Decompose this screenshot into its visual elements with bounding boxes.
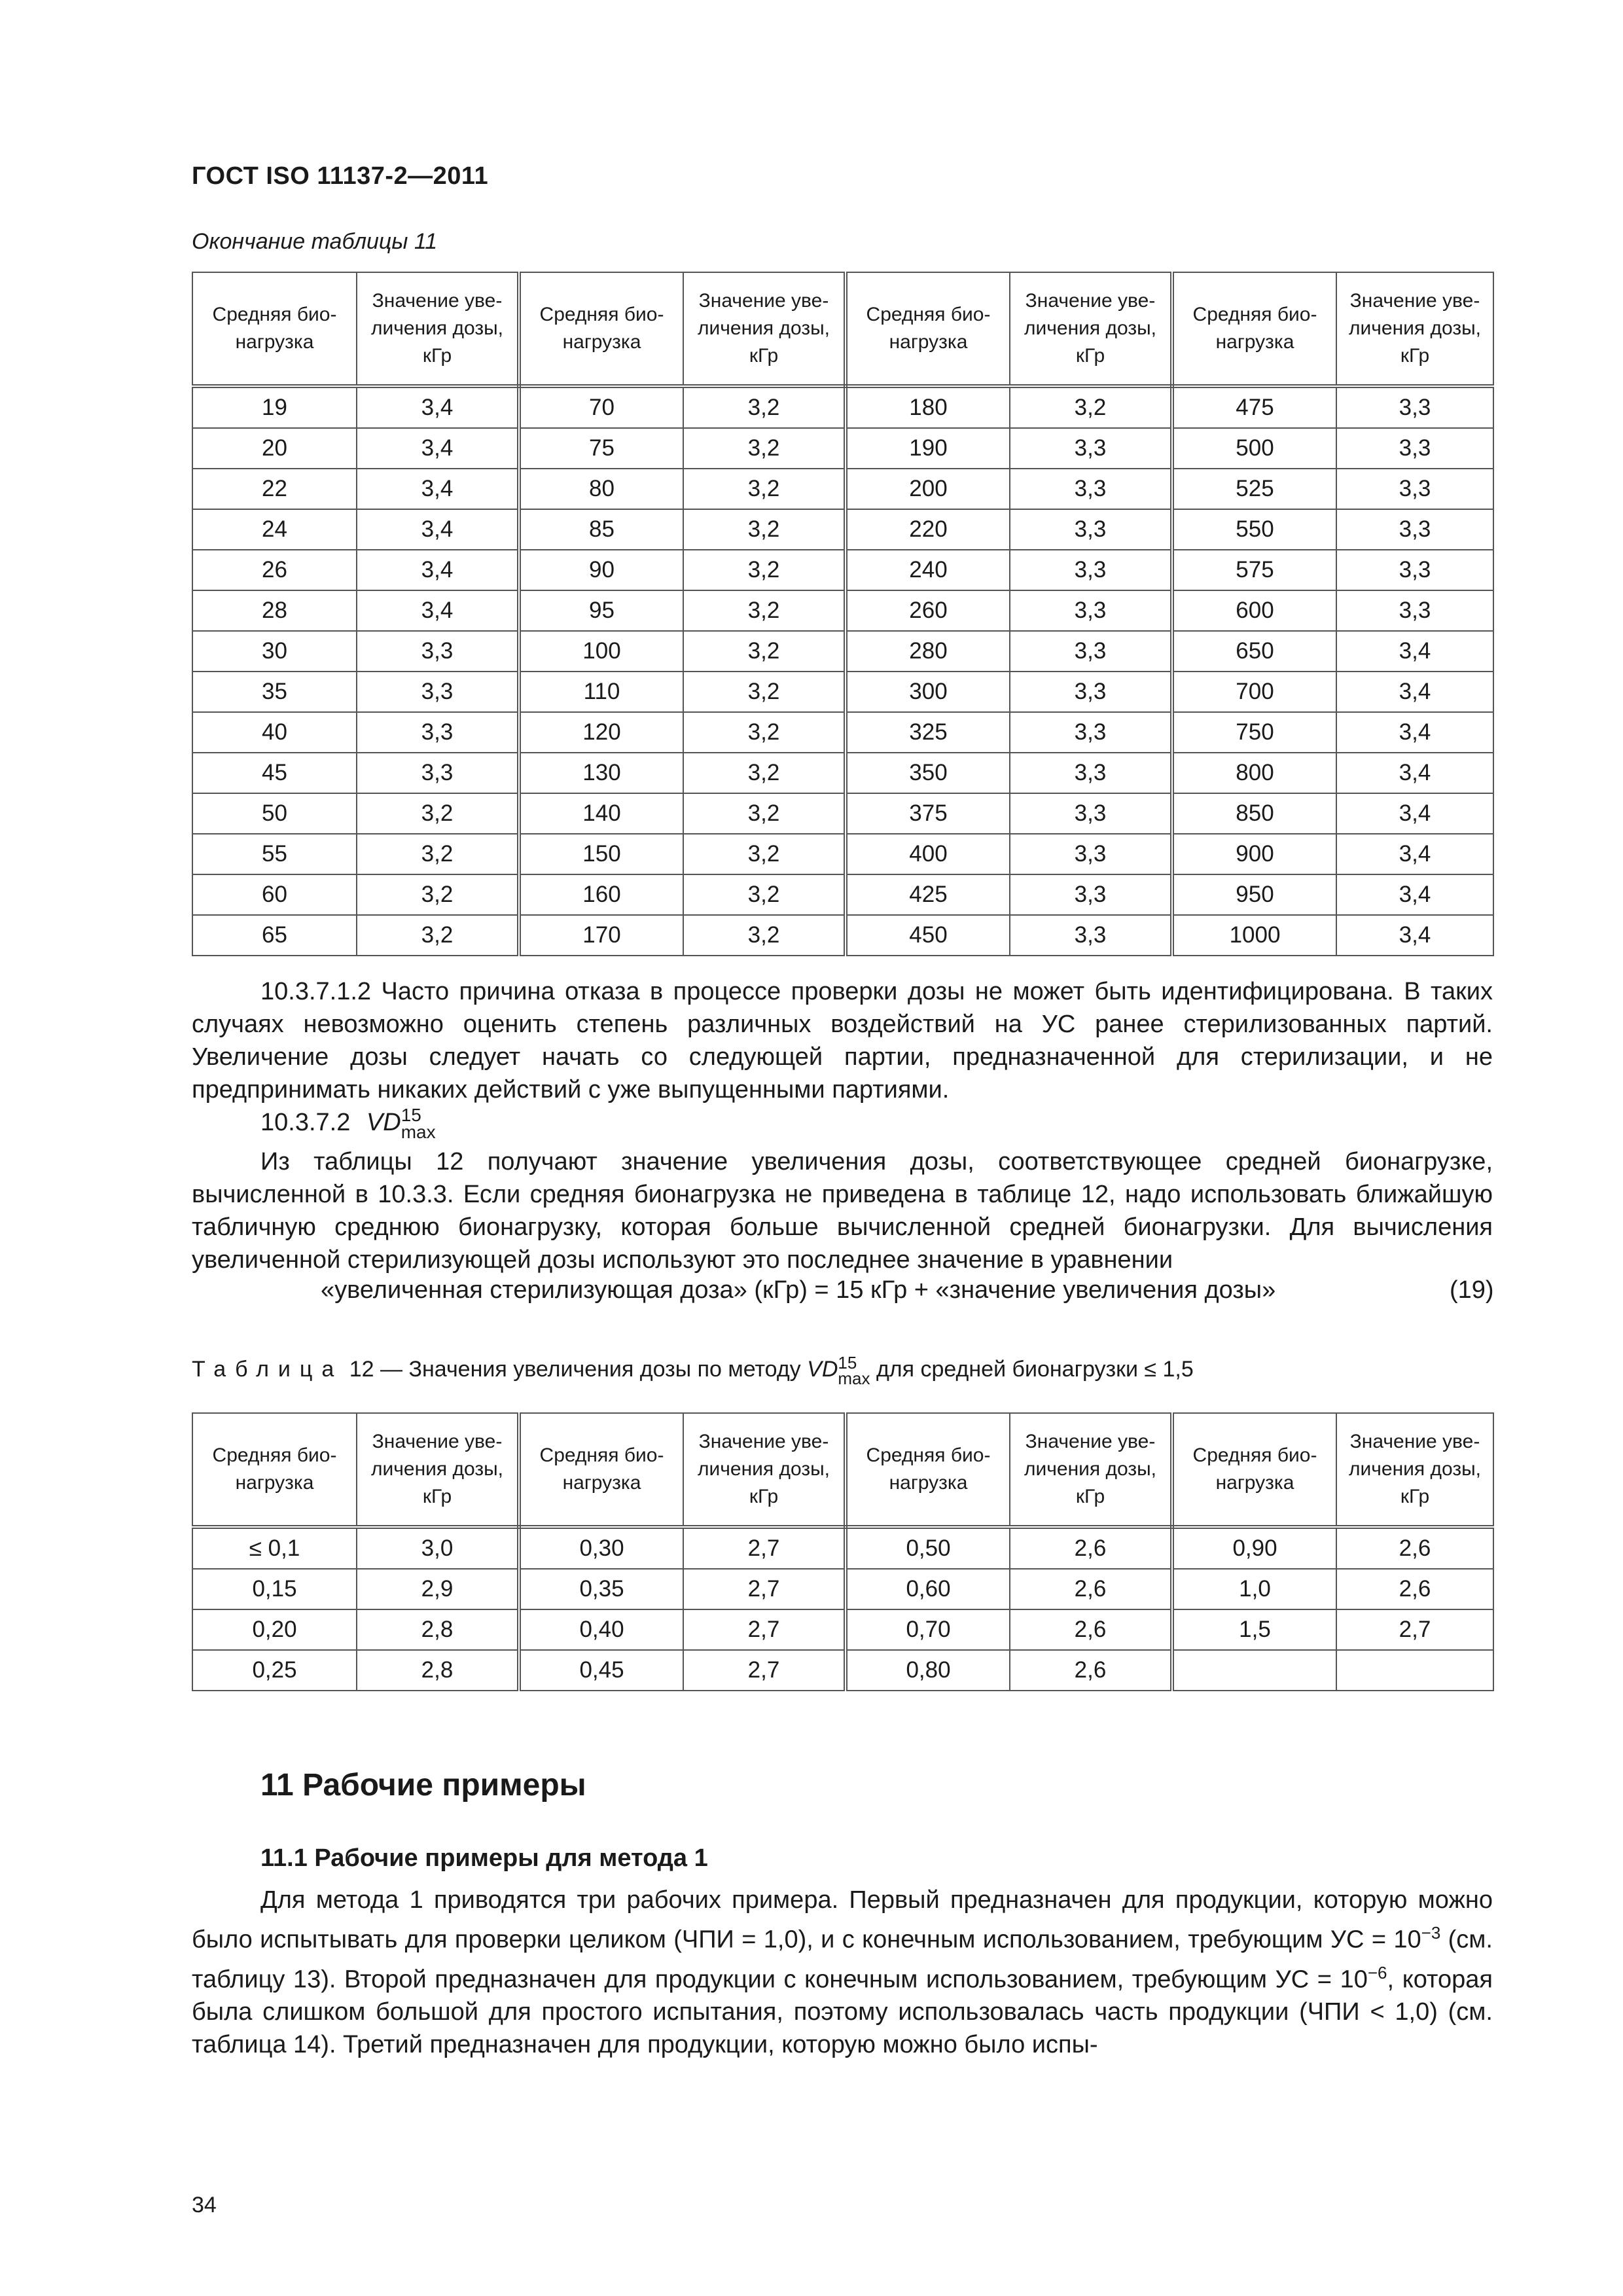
table-cell: 1,5	[1172, 1609, 1336, 1650]
table-cell: 3,2	[683, 386, 846, 428]
table-cell: 3,3	[1010, 834, 1172, 874]
table-row	[192, 550, 1493, 590]
table-row	[192, 590, 1493, 631]
table-cell: 220	[846, 509, 1010, 550]
table-cell: 750	[1172, 712, 1336, 753]
table-cell: 3,2	[683, 509, 846, 550]
table-cell: 0,60	[846, 1569, 1010, 1609]
table-cell: 575	[1172, 550, 1336, 590]
table-cell: 85	[519, 509, 683, 550]
table-cell: 800	[1172, 753, 1336, 793]
table-cell: 3,3	[1336, 428, 1493, 469]
table-cell: 0,30	[519, 1527, 683, 1569]
column-header: Средняя био-нагрузка	[192, 1413, 357, 1527]
table-row	[192, 712, 1493, 753]
table-cell: 3,2	[683, 469, 846, 509]
table-cell: 2,6	[1010, 1527, 1172, 1569]
column-header: Значение уве-личения дозы, кГр	[1010, 1413, 1172, 1527]
table-cell: 2,7	[1336, 1609, 1493, 1650]
table-cell: 450	[846, 915, 1010, 956]
table11-caption: Окончание таблицы 11	[192, 229, 438, 254]
table-row	[192, 915, 1493, 956]
table-cell: 2,7	[683, 1609, 846, 1650]
table-cell: 2,8	[357, 1650, 519, 1691]
table-cell: 3,4	[1336, 631, 1493, 672]
table-cell: 3,0	[357, 1527, 519, 1569]
table-cell: 2,7	[683, 1569, 846, 1609]
table-cell: 65	[192, 915, 357, 956]
paragraph-11-1-part2: (см. таблицу 13). Второй предназначен для продукции с конечным использованием, требующим УС = 10	[192, 1926, 1493, 1994]
table-cell: 3,3	[1010, 631, 1172, 672]
paragraph-10-3-7-2: Из таблицы 12 получают значение увеличения дозы, соответствующее средней бионагрузке, вычисленной в 10.3.3. Если средняя бионагрузка не приведена в таблице 12, надо использовать ближайшую табличную среднюю бионагрузку, которая больше вычисленной средней бионагрузки. Для вычисления увеличенной стерилизующей дозы используют это последнее значение в уравнении	[192, 1148, 1493, 1274]
column-header: Значение уве-личения дозы, кГр	[357, 1413, 519, 1527]
table-cell: 3,3	[1336, 386, 1493, 428]
column-header: Значение уве-личения дозы, кГр	[683, 1413, 846, 1527]
table12-caption-label: Таблица	[192, 1356, 344, 1382]
document-header: ГОСТ ISO 11137-2—2011	[192, 162, 489, 190]
table-cell: 3,4	[357, 469, 519, 509]
table-row	[192, 1609, 1493, 1650]
table-cell: 0,35	[519, 1569, 683, 1609]
table-cell: 3,3	[1010, 793, 1172, 834]
table-row	[192, 793, 1493, 834]
column-header: Значение уве-личения дозы, кГр	[357, 272, 519, 386]
table-cell: 160	[519, 874, 683, 915]
table-cell: 130	[519, 753, 683, 793]
table-cell: 2,9	[357, 1569, 519, 1609]
table-row	[192, 753, 1493, 793]
table-cell: 190	[846, 428, 1010, 469]
table-row	[192, 509, 1493, 550]
column-header: Средняя био-нагрузка	[192, 272, 357, 386]
table-cell: 2,6	[1010, 1569, 1172, 1609]
table-cell: 3,2	[683, 874, 846, 915]
table-cell: 26	[192, 550, 357, 590]
table-cell: 2,8	[357, 1609, 519, 1650]
table-cell: 50	[192, 793, 357, 834]
table12-caption-tail: для средней бионагрузки ≤ 1,5	[870, 1356, 1194, 1382]
table-cell: 30	[192, 631, 357, 672]
table-cell: 3,3	[1336, 590, 1493, 631]
table-row	[192, 672, 1493, 712]
table-cell: 0,80	[846, 1650, 1010, 1691]
table-cell: 0,40	[519, 1609, 683, 1650]
equation-19: «увеличенная стерилизующая доза» (кГр) = 15 кГр + «значение увеличения дозы»	[321, 1276, 1276, 1304]
table-cell: 3,2	[683, 712, 846, 753]
table-header-row	[192, 1413, 1493, 1527]
exponent-1: −3	[1421, 1923, 1441, 1943]
table-11	[192, 272, 1494, 956]
table-cell: 3,4	[1336, 834, 1493, 874]
table-cell: 75	[519, 428, 683, 469]
table-cell: 3,3	[1336, 469, 1493, 509]
table-cell: 3,4	[1336, 874, 1493, 915]
table-cell: 1000	[1172, 915, 1336, 956]
table-cell: 3,3	[1010, 428, 1172, 469]
table12-caption-symbol: VD	[807, 1356, 838, 1382]
column-header: Значение уве-личения дозы, кГр	[683, 272, 846, 386]
table-row	[192, 874, 1493, 915]
table-row	[192, 1569, 1493, 1609]
table-cell: 375	[846, 793, 1010, 834]
table-cell: 200	[846, 469, 1010, 509]
table-cell: 350	[846, 753, 1010, 793]
table-cell: 650	[1172, 631, 1336, 672]
section-11-1-heading: 11.1 Рабочие примеры для метода 1	[260, 1844, 708, 1872]
table-cell: 3,3	[1010, 915, 1172, 956]
table-cell: 0,70	[846, 1609, 1010, 1650]
table-cell: 475	[1172, 386, 1336, 428]
table-cell: 60	[192, 874, 357, 915]
table-cell: 425	[846, 874, 1010, 915]
table-cell: 3,3	[357, 631, 519, 672]
table-cell: 3,2	[683, 753, 846, 793]
table-cell: 3,3	[1010, 753, 1172, 793]
table-cell: 550	[1172, 509, 1336, 550]
table-cell: 0,45	[519, 1650, 683, 1691]
table-cell: 2,6	[1336, 1569, 1493, 1609]
table-cell: 3,4	[1336, 753, 1493, 793]
paragraph-11-1	[192, 1884, 1493, 2061]
table-cell: 950	[1172, 874, 1336, 915]
table-cell: 110	[519, 672, 683, 712]
table-cell: 2,7	[683, 1650, 846, 1691]
column-header: Средняя био-нагрузка	[519, 1413, 683, 1527]
table-cell: 140	[519, 793, 683, 834]
table-cell: 3,4	[357, 590, 519, 631]
equation-number: (19)	[1450, 1276, 1494, 1304]
table-cell: 3,4	[357, 428, 519, 469]
table-cell: 0,90	[1172, 1527, 1336, 1569]
paragraph-10-3-7-1-2: 10.3.7.1.2 Часто причина отказа в процессе проверки дозы не может быть идентифицирована. В таких случаях невозможно оценить степень различных воздействий на УС ранее стерилизованных партий. Увеличение дозы следует начать со следующей партии, предназначенной для стерилизации, и не предпринимать никаких действий с уже выпущенными партиями.	[192, 978, 1493, 1103]
table-cell: 3,2	[683, 428, 846, 469]
table-cell: 400	[846, 834, 1010, 874]
section-11-heading: 11 Рабочие примеры	[260, 1768, 586, 1803]
exponent-2: −6	[1367, 1962, 1387, 1982]
table-cell: 3,3	[357, 712, 519, 753]
table-cell: 3,4	[357, 386, 519, 428]
table-row	[192, 428, 1493, 469]
table-cell: 19	[192, 386, 357, 428]
table-cell: 2,6	[1010, 1609, 1172, 1650]
table-cell: 2,7	[683, 1527, 846, 1569]
table-row	[192, 631, 1493, 672]
table-row	[192, 834, 1493, 874]
heading-superscript: 15	[401, 1104, 421, 1125]
table-cell: 325	[846, 712, 1010, 753]
column-header: Значение уве-личения дозы, кГр	[1010, 272, 1172, 386]
table12-caption	[192, 1355, 1194, 1386]
table-cell: 3,3	[1010, 874, 1172, 915]
table-cell: 120	[519, 712, 683, 753]
table-cell: 3,4	[357, 509, 519, 550]
column-header: Средняя био-нагрузка	[846, 272, 1010, 386]
table-cell: 850	[1172, 793, 1336, 834]
table-cell: 40	[192, 712, 357, 753]
table-cell	[1172, 1650, 1336, 1691]
table-cell: 0,15	[192, 1569, 357, 1609]
table-cell: 3,4	[1336, 712, 1493, 753]
table-cell: 95	[519, 590, 683, 631]
table-cell: 3,2	[357, 874, 519, 915]
table-cell: 3,4	[1336, 793, 1493, 834]
table-cell: 3,2	[357, 793, 519, 834]
table-cell: 3,4	[1336, 915, 1493, 956]
paragraph-11-1-part1: Для метода 1 приводятся три рабочих примера. Первый предназначен для продукции, которую можно было испытывать для проверки целиком (ЧПИ = 1,0), и с конечным использованием, требующим УС = 10	[192, 1886, 1493, 1954]
column-header: Средняя био-нагрузка	[1172, 1413, 1336, 1527]
table-cell: 600	[1172, 590, 1336, 631]
table-cell: 0,25	[192, 1650, 357, 1691]
table-cell: 3,3	[1010, 509, 1172, 550]
table-cell: 900	[1172, 834, 1336, 874]
heading-number: 10.3.7.2	[260, 1109, 351, 1136]
column-header: Средняя био-нагрузка	[519, 272, 683, 386]
table-cell: 3,3	[1336, 550, 1493, 590]
column-header: Средняя био-нагрузка	[846, 1413, 1010, 1527]
table-cell: 3,3	[1010, 469, 1172, 509]
table-header-row	[192, 272, 1493, 386]
table-cell: 3,3	[1010, 590, 1172, 631]
table-cell: 300	[846, 672, 1010, 712]
table-cell: 24	[192, 509, 357, 550]
table-cell: 0,50	[846, 1527, 1010, 1569]
table-cell: 3,3	[1010, 550, 1172, 590]
table-cell: 3,3	[1010, 712, 1172, 753]
table-cell: 100	[519, 631, 683, 672]
table-cell: 3,2	[683, 793, 846, 834]
table-cell: 3,2	[683, 672, 846, 712]
table-cell: 3,3	[357, 753, 519, 793]
table-cell: 3,2	[683, 631, 846, 672]
column-header: Значение уве-личения дозы, кГр	[1336, 1413, 1493, 1527]
column-header: Средняя био-нагрузка	[1172, 272, 1336, 386]
table-row	[192, 1527, 1493, 1569]
table-cell: 3,2	[683, 915, 846, 956]
table-cell: 240	[846, 550, 1010, 590]
table-cell: 180	[846, 386, 1010, 428]
table-cell: ≤ 0,1	[192, 1527, 357, 1569]
table-cell: 1,0	[1172, 1569, 1336, 1609]
table-cell: 3,4	[357, 550, 519, 590]
table-cell: 3,2	[357, 834, 519, 874]
heading-subscript: max	[401, 1121, 436, 1142]
paragraph-11-1-part3: , которая была слишком большой для простого испытания, поэтому использовалась часть продукции (ЧПИ < 1,0) (см. таблица 14). Третий предназначен для продукции, которую можно было испы-	[192, 1965, 1493, 2059]
table-cell: 170	[519, 915, 683, 956]
table-cell: 3,4	[1336, 672, 1493, 712]
heading-10-3-7-2	[260, 1106, 436, 1141]
heading-symbol: VD	[366, 1109, 401, 1136]
table-cell: 3,2	[683, 834, 846, 874]
table-12	[192, 1412, 1494, 1691]
table12-caption-text: 12 — Значения увеличения дозы по методу	[343, 1356, 808, 1382]
table-cell: 0,20	[192, 1609, 357, 1650]
table-cell: 150	[519, 834, 683, 874]
table-cell: 3,3	[1010, 672, 1172, 712]
table-cell: 28	[192, 590, 357, 631]
table-row	[192, 386, 1493, 428]
table-cell: 70	[519, 386, 683, 428]
table-cell: 3,2	[1010, 386, 1172, 428]
table12-caption-sup: 15	[838, 1353, 857, 1372]
table-cell	[1336, 1650, 1493, 1691]
table-cell: 3,2	[683, 590, 846, 631]
page-number: 34	[192, 2193, 217, 2217]
table-cell: 3,2	[683, 550, 846, 590]
table-cell: 80	[519, 469, 683, 509]
column-header: Значение уве-личения дозы, кГр	[1336, 272, 1493, 386]
table-cell: 2,6	[1010, 1650, 1172, 1691]
table-cell: 45	[192, 753, 357, 793]
table-cell: 525	[1172, 469, 1336, 509]
table-row	[192, 1650, 1493, 1691]
table-cell: 700	[1172, 672, 1336, 712]
table-cell: 22	[192, 469, 357, 509]
table-cell: 280	[846, 631, 1010, 672]
table-cell: 260	[846, 590, 1010, 631]
table12-caption-sub: max	[838, 1369, 870, 1388]
table-cell: 35	[192, 672, 357, 712]
table-row	[192, 469, 1493, 509]
table-cell: 20	[192, 428, 357, 469]
table-cell: 90	[519, 550, 683, 590]
table-cell: 2,6	[1336, 1527, 1493, 1569]
table-cell: 3,3	[357, 672, 519, 712]
table-cell: 55	[192, 834, 357, 874]
table-cell: 3,3	[1336, 509, 1493, 550]
table-cell: 3,2	[357, 915, 519, 956]
table-cell: 500	[1172, 428, 1336, 469]
